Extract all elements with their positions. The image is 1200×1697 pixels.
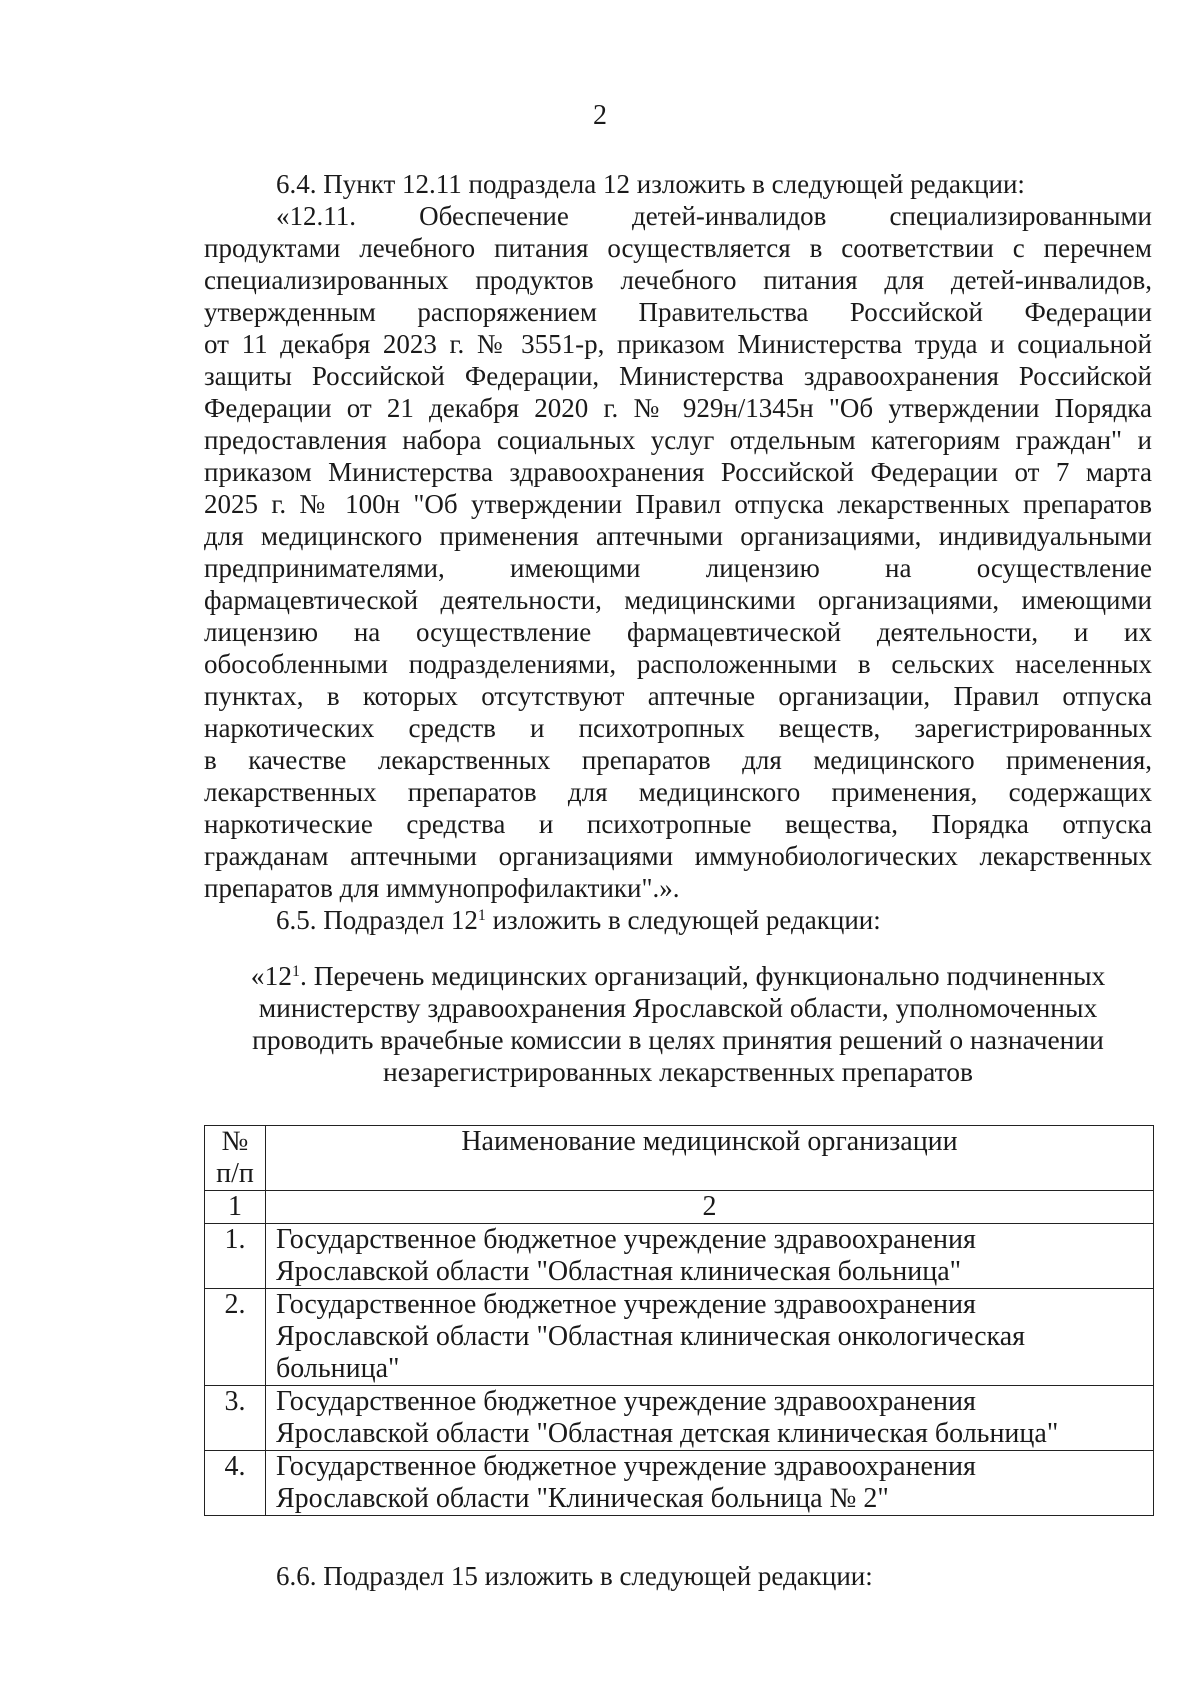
paragraph-last-line: препаратов для иммунопрофилактики".».: [204, 873, 680, 903]
row-number: 1.: [205, 1224, 266, 1289]
table-row: [205, 1289, 1154, 1386]
paragraph-line: пунктах, в которых отсутствуют аптечные организации, Правил отпуска: [204, 681, 1152, 711]
header-number-symbol: №: [221, 1126, 249, 1157]
row-name-line: Ярославской области "Областная клиническая онкологическая: [276, 1321, 1026, 1352]
superscript: 1: [291, 963, 300, 980]
heading-line-4: незарегистрированных лекарственных препаратов: [382, 1056, 973, 1087]
paragraph-6-5: [204, 904, 1152, 936]
paragraph-line: лекарственных препаратов для медицинского применения, содержащих: [204, 777, 1152, 807]
row-name-cell: [266, 1224, 1154, 1289]
paragraph-line: в качестве лекарственных препаратов для медицинского применения,: [204, 745, 1152, 775]
paragraph-6-4-intro: 6.4. Пункт 12.11 подраздела 12 изложить в следующей редакции:: [276, 169, 1025, 199]
heading-open: «12: [250, 960, 292, 991]
row-name-line: Государственное бюджетное учреждение здравоохранения: [276, 1451, 976, 1482]
paragraph-line: предоставления набора социальных услуг отдельным категориям граждан" и: [204, 425, 1152, 455]
row-number: 3.: [205, 1386, 266, 1451]
paragraph-line: утвержденным распоряжением Правительства Российской Федерации: [204, 297, 1152, 327]
paragraph-line: «12.11. Обеспечение детей-инвалидов специализированными: [276, 201, 1152, 231]
superscript: 1: [477, 907, 486, 924]
paragraph-line: защиты Российской Федерации, Министерства здравоохранения Российской: [204, 361, 1152, 391]
paragraph-6-4: [204, 168, 1152, 936]
paragraph-line: от 11 декабря 2023 г. № 3551-р, приказом Министерства труда и социальной: [204, 329, 1152, 359]
row-name-line: больница": [276, 1353, 400, 1384]
column-number-1: 1: [205, 1191, 266, 1224]
table-row: [205, 1451, 1154, 1516]
paragraph-6-6: 6.6. Подраздел 15 изложить в следующей редакции:: [276, 1561, 873, 1591]
paragraph-line: Федерации от 21 декабря 2020 г. № 929н/1345н "Об утверждении Порядка: [204, 393, 1152, 423]
row-name-line: Ярославской области "Клиническая больница № 2": [276, 1483, 889, 1514]
paragraph-line: гражданам аптечными организациями иммунобиологических лекарственных: [204, 841, 1152, 871]
paragraph-line: продуктами лечебного питания осуществляется в соответствии с перечнем: [204, 233, 1152, 263]
paragraph-line: 2025 г. № 100н "Об утверждении Правил отпуска лекарственных препаратов: [204, 489, 1152, 519]
row-name-line: Государственное бюджетное учреждение здравоохранения: [276, 1289, 976, 1320]
row-name-cell: [266, 1451, 1154, 1516]
row-name-line: Ярославской области "Областная клиническая больница": [276, 1256, 962, 1287]
heading-line-2: министерству здравоохранения Ярославской области, уполномоченных: [258, 992, 1098, 1023]
row-number: 2.: [205, 1289, 266, 1386]
page-number: 2: [593, 100, 607, 131]
row-name-line: Государственное бюджетное учреждение здравоохранения: [276, 1386, 976, 1417]
table-header-row: [205, 1126, 1154, 1191]
heading-line-1: [204, 960, 1152, 992]
paragraph-line: фармацевтической деятельности, медицинскими организациями, имеющими: [204, 585, 1152, 615]
paragraph-line: специализированных продуктов лечебного питания для детей-инвалидов,: [204, 265, 1152, 295]
heading-line-3: проводить врачебные комиссии в целях принятия решений о назначении: [252, 1024, 1104, 1055]
heading-line-1-rest: . Перечень медицинских организаций, функционально подчиненных: [299, 960, 1106, 991]
column-number-2: 2: [266, 1191, 1154, 1224]
header-number-cell: [205, 1126, 266, 1191]
paragraph-line: обособленными подразделениями, расположенными в сельских населенных: [204, 649, 1152, 679]
paragraph-line: лицензию на осуществление фармацевтической деятельности, и их: [204, 617, 1152, 647]
header-number-abbr: п/п: [216, 1158, 254, 1189]
paragraph-line: приказом Министерства здравоохранения Российской Федерации от 7 марта: [204, 457, 1152, 487]
table-row: [205, 1224, 1154, 1289]
paragraph-6-5-end: изложить в следующей редакции:: [485, 905, 881, 935]
header-name-cell: Наименование медицинской организации: [266, 1126, 1154, 1191]
organizations-table: [204, 1125, 1154, 1516]
paragraph-line: наркотических средств и психотропных веществ, зарегистрированных: [204, 713, 1152, 743]
table-column-number-row: [205, 1191, 1154, 1224]
paragraph-6-5-start: 6.5. Подраздел 12: [276, 905, 478, 935]
paragraph-line: наркотические средства и психотропные вещества, Порядка отпуска: [204, 809, 1152, 839]
paragraph-line: для медицинского применения аптечными организациями, индивидуальными: [204, 521, 1152, 551]
row-name-cell: [266, 1386, 1154, 1451]
paragraph-line: предпринимателями, имеющими лицензию на осуществление: [204, 553, 1152, 583]
table-row: [205, 1386, 1154, 1451]
row-number: 4.: [205, 1451, 266, 1516]
row-name-line: Государственное бюджетное учреждение здравоохранения: [276, 1224, 976, 1255]
row-name-line: Ярославской области "Областная детская клиническая больница": [276, 1418, 1059, 1449]
section-heading: [204, 960, 1152, 1088]
row-name-cell: [266, 1289, 1154, 1386]
